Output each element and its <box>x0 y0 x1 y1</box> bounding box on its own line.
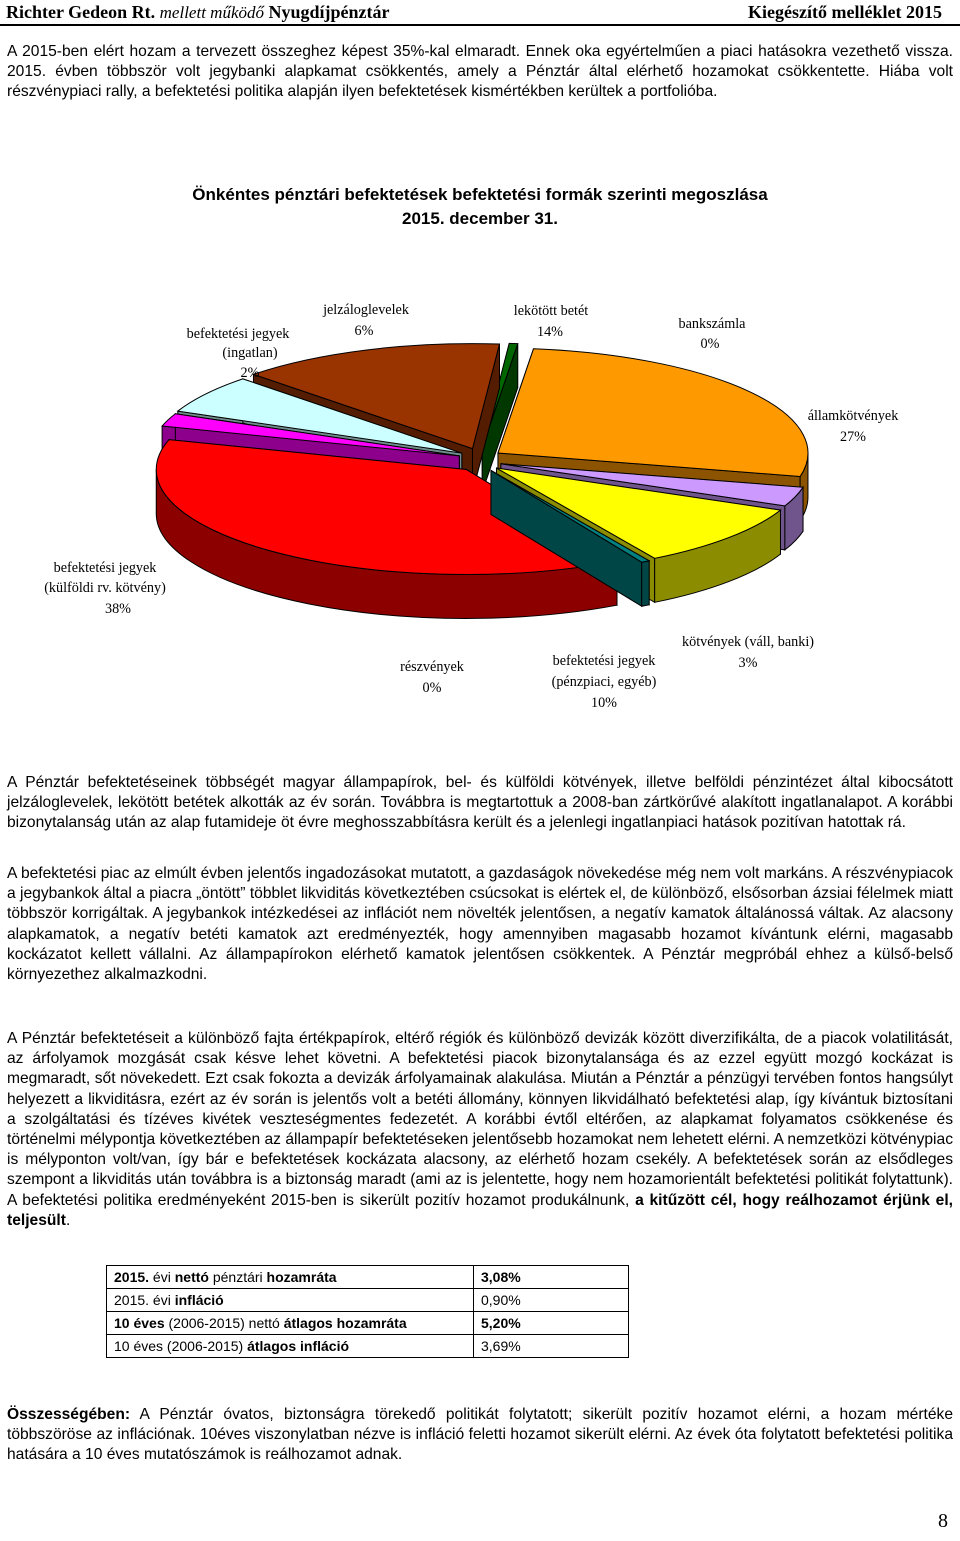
r1-value: 3,08% <box>481 1269 521 1285</box>
table-row <box>107 1312 629 1335</box>
r1-b: évi <box>149 1269 175 1285</box>
label-lekotott-pct: 14% <box>536 324 564 340</box>
label-penzpiaci-pct: 10% <box>590 695 618 711</box>
header-right: Kiegészítő melléklet 2015 <box>748 2 942 22</box>
chart-title <box>0 183 960 231</box>
r2-value: 0,90% <box>481 1292 521 1308</box>
r4-value: 3,69% <box>481 1338 521 1354</box>
r4-a: 10 éves (2006-2015) <box>114 1338 248 1354</box>
body-paragraph-1: A Pénztár befektetéseinek többségét magyar állampapírok, bel- és külföldi kötvények, illetve belföldi pénzintézet által kibocsátott jelzáloglevelek, lekötött betétek alkották az év során. Továbbra is megtartottuk a 2008-ban zártkörűvé alakított ingatlanalapot. A korábbi bizonytalanság után az alap futamideje öt évre meghosszabbításra került és a jelenlegi ingatlanpiaci hatások pozitívan hatottak rá. <box>7 774 953 832</box>
table-cell-value <box>474 1266 629 1289</box>
summary-paragraph <box>7 1405 953 1466</box>
table-cell-value <box>474 1289 629 1312</box>
header-org-sub: mellett működő <box>159 3 264 22</box>
label-kotv-pct: 3% <box>738 655 758 671</box>
body-paragraph-3-text: A Pénztár befektetéseit a különböző fajta értékpapírok, eltérő régiók és különböző devizák között diverzifikálta, de a piacok volatilitását, az árfolyamok mozgását csak késve lehet követni. A befektetési piacok bizonytalansága és az ezzel együtt mozgó kockázat is megmaradt, sőt növekedett. Ezt csak fokozta a devizák árfolyamainak alakulása. Miután a Pénztár a pénzügyi tervében fontos hangsúlyt helyezett a likviditásra, ezért az év során is jelentős volt a betéti állomány, könnyen likvidálható befektetési alap, így kívántuk biztosítani a szolgáltatási és tízéves kivétek veszteségmentes fedezetét. A korábbi évtől eltérően, az alapkamat folyamatos csökkenése és történelmi mélypontja következtében az állampapír befektetéseken jelentősebb hozamokat nem lehetett elérni. A nemzetközi kötvénypiac is mélyponton volt/van, így bár e befektetések kockázata alacsony, az elérhető hozam csekély. A befektetések során az elsődleges szempont a likviditás után továbbra is a biztonság maradt (ami az is jelentette, hogy nem hozamorientált befektetési politikát folytattunk). A befektetési politika eredményeként 2015-ben is sikerült pozitív hozamot produkálnunk, <box>7 1030 953 1209</box>
label-kotv-name: kötvények (váll, banki) <box>682 634 814 650</box>
label-kulfoldi-line1: befektetési jegyek <box>53 560 157 576</box>
r2-a: 2015. évi <box>114 1292 175 1308</box>
header-fund: Nyugdíjpénztár <box>268 2 390 22</box>
table-cell-value <box>474 1335 629 1358</box>
page-number: 8 <box>938 1510 948 1532</box>
table-cell-label <box>107 1266 474 1289</box>
r1-e: hozamráta <box>266 1269 337 1285</box>
table-cell-label <box>107 1335 474 1358</box>
table-row <box>107 1335 629 1358</box>
table-cell-value <box>474 1312 629 1335</box>
page-header <box>0 0 960 26</box>
r3-c: átlagos hozamráta <box>283 1315 407 1331</box>
r4-b: átlagos infláció <box>247 1338 350 1354</box>
label-bankszamla-pct: 0% <box>700 336 720 352</box>
pie-chart <box>0 260 960 720</box>
summary-text: A Pénztár óvatos, biztonságra törekedő politikát folytatott; sikerült pozitív hozamot elérni, a hozam mértéke többszöröse az inflációnak. 10éves viszonylatban nézve is infláció feletti hozamot sikerült elérni. Az évek óta folytatott befektetési politika hatására a 10 éves mutatószámok is reálhozamot adnak. <box>7 1406 953 1464</box>
label-bankszamla-name: bankszámla <box>678 316 746 332</box>
label-ingatlan-line2: (ingatlan) <box>222 345 278 361</box>
r1-a: 2015. <box>114 1269 150 1285</box>
pie-slices-group <box>156 343 808 618</box>
body-paragraph-3 <box>7 1029 953 1231</box>
r1-c: nettó <box>174 1269 209 1285</box>
label-allam-pct: 27% <box>839 429 867 445</box>
label-jelzalog-pct: 6% <box>354 323 374 339</box>
label-ingatlan-line1: befektetési jegyek <box>186 326 290 342</box>
return-table <box>106 1265 629 1358</box>
label-allam-name: államkötvények <box>807 408 899 424</box>
body-paragraph-3-bold: a kitűzött cél, hogy reálhozamot érjünk el, teljesült <box>7 1191 954 1229</box>
label-reszveny-name: részvények <box>400 659 464 675</box>
chart-title-line2: 2015. december 31. <box>402 209 558 228</box>
r1-d: pénztári <box>208 1269 267 1285</box>
table-row <box>107 1289 629 1312</box>
body-paragraph-2: A befektetési piac az elmúlt évben jelentős ingadozásokat mutatott, a gazdaságok növekedése még nem volt markáns. A részvénypiacok a jegybankok által a piacra „öntött” többlet likviditás következtében csúcsokat is elértek el, de különböző, elsősorban ázsiai félelmek miatt többször korrigáltak. A jegybankok intézkedései az inflációt nem növelték jelentősen, a negatív kamatok általánossá váltak. Az alacsony alapkamatok, a negatív betéti kamatok azt eredményezték, hogy amennyiben magasabb hozamot kívántunk elérni, magasabb kockázatot kellett vállalni. Az állampapírokon elérhető kamatok jelentősen csökkentek. A Pénztár megpróbál ehhez a külső-belső környezethez alkalmazkodni. <box>7 865 953 984</box>
r2-b: infláció <box>174 1292 224 1308</box>
table-row <box>107 1266 629 1289</box>
chart-title-line1: Önkéntes pénztári befektetések befektetési formák szerinti megoszlása <box>192 185 768 204</box>
intro-paragraph: A 2015-ben elért hozam a tervezett összeghez képest 35%-kal elmaradt. Ennek oka egyértelműen a piaci hatásokra vezethető vissza. 2015. évben többször volt jegybanki alapkamat csökkentés, amely a Pénztár által elérhető hozamokat csökkentette. Hiába volt részvénypiaci rally, a befektetési politika alapján ilyen befektetések kismértékben kerültek a portfolióba. <box>7 43 953 101</box>
table-cell-label <box>107 1289 474 1312</box>
r3-b: (2006-2015) nettó <box>164 1315 284 1331</box>
body-paragraph-3-end: . <box>65 1211 71 1229</box>
r3-value: 5,20% <box>481 1315 521 1331</box>
summary-lead: Összességében: <box>7 1406 131 1423</box>
label-penzpiaci-line1: befektetési jegyek <box>552 653 656 669</box>
label-ingatlan-pct: 2% <box>240 365 260 381</box>
label-reszveny-pct: 0% <box>422 680 442 696</box>
label-lekotott-name: lekötött betét <box>513 303 589 319</box>
pie-slice-wall-r-szv-nyek-0 <box>642 561 649 606</box>
label-kulfoldi-line2: (külföldi rv. kötvény) <box>44 580 166 596</box>
header-left <box>6 2 390 23</box>
table-cell-label <box>107 1312 474 1335</box>
label-jelzalog-name: jelzáloglevelek <box>323 302 409 318</box>
label-kulfoldi-pct: 38% <box>104 601 132 617</box>
r3-a: 10 éves <box>114 1315 165 1331</box>
header-org: Richter Gedeon Rt. <box>6 2 156 22</box>
label-penzpiaci-line2: (pénzpiaci, egyéb) <box>551 674 657 690</box>
